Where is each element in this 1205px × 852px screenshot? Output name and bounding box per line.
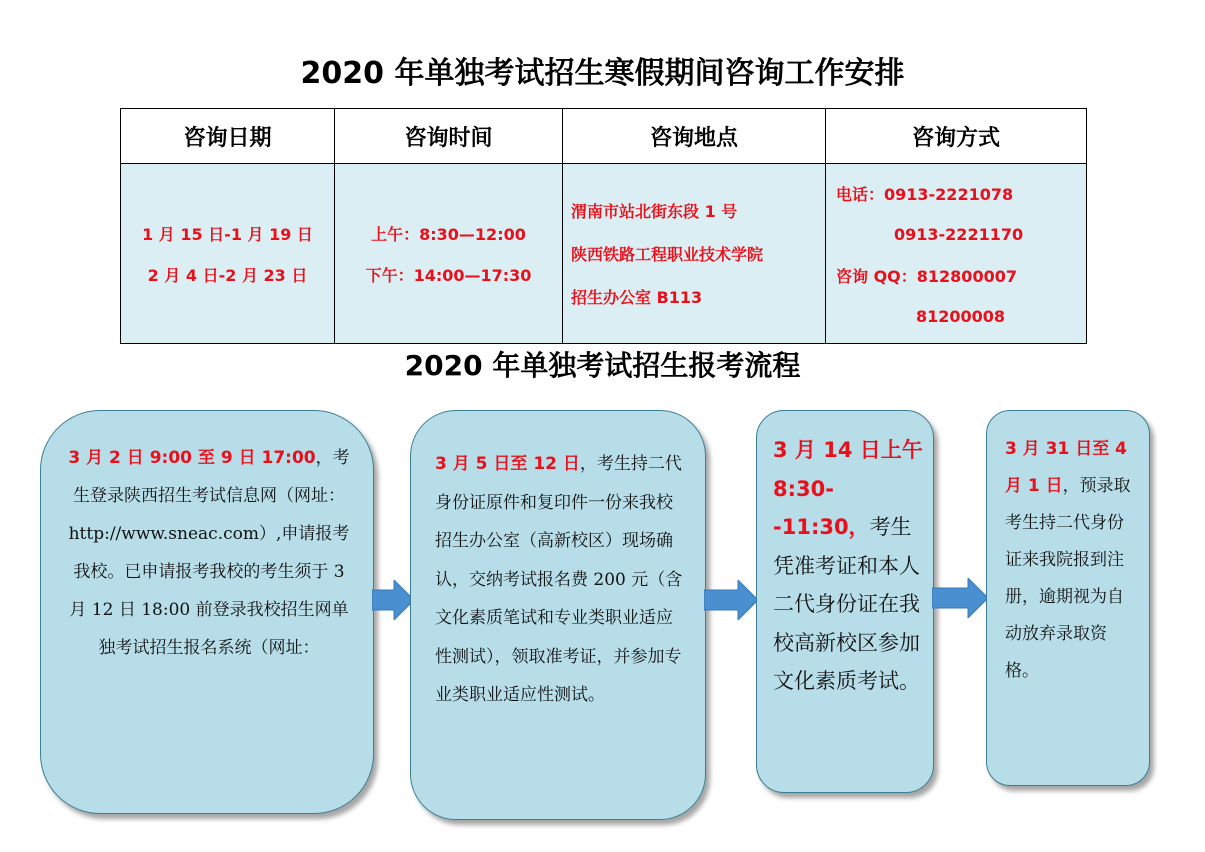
step-description: ，考生持二代身份证原件和复印件一份来我校招生办公室（高新校区）现场确认，交纳考试报名费 200 元（含文化素质笔试和专业类职业适应性测试），领取准考证，并参加专业类职业适应性测试。 <box>435 454 683 705</box>
time-range: 上午：8:30—12:00 <box>371 224 526 244</box>
process-title: 2020 年单独考试招生报考流程 <box>404 349 801 382</box>
table-header-row <box>121 109 1087 164</box>
step-description: ，考生登录陕西招生考试信息网（网址：http://www.sneac.com）,申请报考我校。已申请报考我校的考生须于 3 月 12 日 18:00 前登录我校招生网单独考试招生报名系统（网址： <box>68 448 350 658</box>
location-line: 渭南市站北街东段 1 号 <box>571 202 738 221</box>
step-text <box>773 431 923 701</box>
location-cell <box>563 164 826 344</box>
phone-line: 0913-2221170 <box>894 224 1024 244</box>
step-description: ，预录取考生持二代身份证来我院报到注册，逾期视为自动放弃录取资格。 <box>1005 476 1131 681</box>
step-card-2 <box>410 410 706 820</box>
header-time: 咨询时间 <box>335 109 563 164</box>
qq-line: 咨询 QQ：812800007 <box>836 266 1017 286</box>
step-date-highlight: 3 月 14 日上午 8:30--11:30， <box>773 438 923 539</box>
step-text <box>63 439 355 667</box>
step-date-highlight: 3 月 2 日 9:00 至 9 日 17:00 <box>68 448 316 468</box>
phone-line: 电话：0913-2221078 <box>836 184 1014 204</box>
header-date: 咨询日期 <box>121 109 335 164</box>
table-row <box>121 164 1087 344</box>
step-card-1 <box>40 410 374 814</box>
step-date-highlight: 3 月 5 日至 12 日 <box>435 454 580 474</box>
step-card-3 <box>756 410 934 793</box>
header-method: 咨询方式 <box>826 109 1087 164</box>
right-arrow-icon <box>704 580 758 620</box>
method-cell <box>826 164 1087 344</box>
step-date-highlight: 3 月 31 日至 4 月 1 日 <box>1005 439 1127 496</box>
step-text <box>1005 431 1135 690</box>
date-range: 2 月 4 日-2 月 23 日 <box>147 265 308 285</box>
schedule-title: 2020 年单独考试招生寒假期间咨询工作安排 <box>300 56 905 91</box>
time-cell <box>335 164 563 344</box>
time-range: 下午：14:00—17:30 <box>365 265 532 285</box>
qq-line: 81200008 <box>916 306 1006 326</box>
header-location: 咨询地点 <box>563 109 826 164</box>
consultation-schedule-table <box>120 108 1087 344</box>
step-card-4 <box>986 410 1150 786</box>
right-arrow-icon <box>932 578 988 618</box>
location-line: 招生办公室 B113 <box>571 288 703 307</box>
date-range: 1 月 15 日-1 月 19 日 <box>142 224 313 244</box>
step-description: 考生凭准考证和本人二代身份证在我校高新校区参加文化素质考试。 <box>773 515 920 693</box>
step-text <box>435 445 685 715</box>
right-arrow-icon <box>372 580 414 620</box>
location-line: 陕西铁路工程职业技术学院 <box>571 245 764 264</box>
date-cell <box>121 164 335 344</box>
